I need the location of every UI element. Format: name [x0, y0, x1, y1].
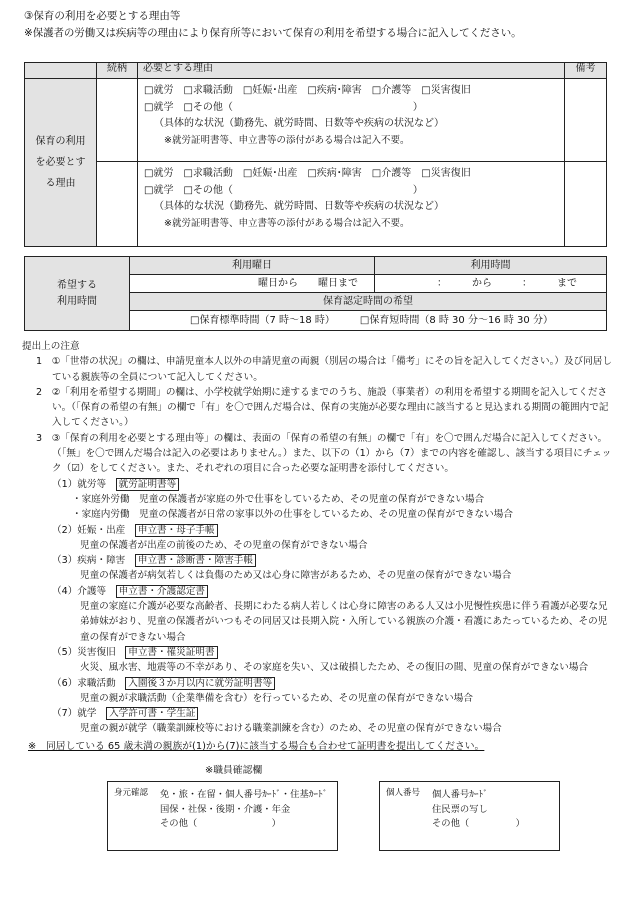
reason-checkboxes-row1[interactable]: □就労 □求職活動 □妊娠･出産 □疾病･障害 □介護等 □災害復旧	[144, 85, 471, 96]
note-3: 3 ③「保育の利用を必要とする理由等」の欄は、表面の「保育の希望の有無」の欄で「有」を〇で囲んだ場合に記入してください。（「無」を〇で囲んだ場合は記入の必要はありません。）また、以下の（1）から（7）までの内容を確認し、該当する項目にチェック（☑）をしてください。また、それぞれの項目に合った必要な証明書を添付してください。	[36, 432, 612, 475]
certificate-note: ※就労証明書等、申立書等の添付がある場合は記入不要。	[164, 217, 410, 229]
reason-options-1[interactable]	[138, 79, 565, 162]
col-relation-header: 続柄	[97, 63, 138, 79]
relation-cell-2[interactable]	[97, 162, 138, 247]
reason-side-label: 保育の利用 を必要とす る理由	[25, 79, 97, 247]
item-5: （5）災害復旧 申立書・罹災証明書	[24, 645, 614, 660]
note-1: 1 ①「世帯の状況」の欄は、申請児童本人以外の申請児童の両親（別居の場合は「備考」にその旨を記入してください。）及び同居している親族等の全員について記入してください。	[36, 356, 612, 383]
item-4-desc: 児童の家庭に介護が必要な高齢者、長期にわたる病人若しくは心身に障害のある人又は小児慢性疾患に伴う看護が必要な兄弟姉妹がおり、児童の保護者がいつもその同居又は長期入院・入所している親族の介護・看護にあたっているため、その児童の保育ができない場合	[80, 601, 608, 643]
remarks-cell-1[interactable]	[565, 79, 607, 162]
item-7-doc: 入学許可書・学生証	[106, 707, 198, 720]
mynumber-label: 個人番号	[386, 788, 421, 798]
item-2-desc: 児童の保護者が出産の前後のため、その児童の保育ができない場合	[80, 539, 368, 551]
notes-title: 提出上の注意	[22, 341, 80, 352]
item-1-doc: 就労証明書等	[116, 478, 180, 491]
item-3-desc: 児童の保護者が病気若しくは負傷のため又は心身に障害があるため、その児童の保育ができない場合	[80, 570, 512, 582]
reason-table	[24, 62, 607, 247]
section-heading: ③保育の利用を必要とする理由等	[24, 10, 181, 22]
section-instruction: ※保護者の労働又は疾病等の理由により保育所等において保育の利用を希望する場合に記入してください。	[24, 27, 522, 39]
days-header: 利用曜日	[130, 257, 375, 275]
situation-label: （具体的な状況（勤務先、就労時間、日数等や疾病の状況など）	[154, 201, 444, 212]
item-1-b: ・家庭内労働 児童の保護者が日常の家事以外の仕事をしているため、その児童の保育ができない場合	[72, 509, 513, 521]
mynumber-box[interactable]	[379, 781, 560, 851]
footer-note: ※ 同居している 65 歳未満の親族が(1)から(7)に該当する場合も合わせて証明書を提出してください。	[28, 741, 485, 752]
col-reason-header: 必要とする理由	[138, 63, 565, 79]
time-table	[24, 256, 607, 331]
submission-notes	[24, 339, 614, 737]
item-3: （3）疾病・障害 申立書・診断書・障害手帳	[24, 553, 614, 568]
item-4: （4）介護等 申立書・介護認定書	[24, 584, 614, 599]
id-verification-options[interactable]: 免・旅・在留・個人番号ｶｰﾄﾞ・住基ｶｰﾄﾞ 国保・社保・後期・介護・年金 その他（ ）	[160, 789, 328, 829]
item-4-doc: 申立書・介護認定書	[116, 585, 208, 598]
item-1-a: ・家庭外労働 児童の保護者が家庭の外で仕事をしているため、その児童の保育ができない場合	[72, 493, 485, 505]
item-6-doc: 入園後３か月以内に就労証明書等	[125, 677, 275, 690]
item-5-desc: 火災、風水害、地震等の不幸があり、その家庭を失い、又は破損したため、その復旧の間、児童の保育ができない場合	[80, 662, 589, 674]
certificate-note: ※就労証明書等、申立書等の添付がある場合は記入不要。	[164, 134, 410, 146]
id-verification-label: 身元確認	[114, 788, 149, 798]
col-remarks-header: 備考	[565, 63, 607, 79]
item-2-doc: 申立書・母子手帳	[135, 524, 218, 537]
reason-checkboxes-row1[interactable]: □就労 □求職活動 □妊娠･出産 □疾病･障害 □介護等 □災害復旧	[144, 168, 471, 179]
item-7: （7）就学 入学許可書・学生証	[24, 706, 614, 721]
time-header: 利用時間	[375, 257, 607, 275]
item-7-desc: 児童の親が就学（職業訓練校等における職業訓練を含む）のため、その児童の保育ができない場合	[80, 723, 502, 735]
item-6-desc: 児童の親が求職活動（企業準備を含む）を行っているため、その児童の保育ができない場合	[80, 692, 473, 704]
item-1: （1）就労等 就労証明書等	[24, 477, 614, 492]
corner-cell	[25, 63, 97, 79]
item-6: （6）求職活動 入園後３か月以内に就労証明書等	[24, 676, 614, 691]
cert-header: 保育認定時間の希望	[130, 293, 607, 311]
cert-options[interactable]: □保育標準時間（7 時～18 時） □保育短時間（8 時 30 分～16 時 30 分）	[130, 311, 607, 331]
time-value[interactable]: ： から ： まで	[375, 275, 607, 293]
item-3-doc: 申立書・診断書・障害手帳	[135, 554, 256, 567]
staff-check-title: ※職員確認欄	[205, 765, 263, 776]
reason-checkboxes-row2[interactable]: □就学 □その他（ ）	[144, 101, 423, 113]
note-2: 2 ②「利用を希望する期間」の欄は、小学校就学始期に達するまでのうち、施設（事業者）の利用を希望する期間を記入してください。（「保育の希望の有無」の欄で「有」を〇で囲んだ場合は、保育の実施が必要な理由に該当すると見込まれる期間の範囲内で記入してください。）	[36, 386, 609, 429]
situation-label: （具体的な状況（勤務先、就労時間、日数等や疾病の状況など）	[154, 118, 444, 129]
days-value[interactable]: 曜日から 曜日まで	[130, 275, 375, 293]
reason-checkboxes-row2[interactable]: □就学 □その他（ ）	[144, 184, 423, 196]
item-2: （2）妊娠・出産 申立書・母子手帳	[24, 523, 614, 538]
item-5-doc: 申立書・罹災証明書	[125, 646, 217, 659]
remarks-cell-2[interactable]	[565, 162, 607, 247]
time-side-label: 希望する 利用時間	[25, 257, 130, 331]
id-verification-box[interactable]	[107, 781, 338, 851]
relation-cell-1[interactable]	[97, 79, 138, 162]
mynumber-options[interactable]: 個人番号ｶｰﾄﾞ 住民票の写し その他（ ）	[432, 789, 525, 829]
reason-options-2[interactable]	[138, 162, 565, 247]
